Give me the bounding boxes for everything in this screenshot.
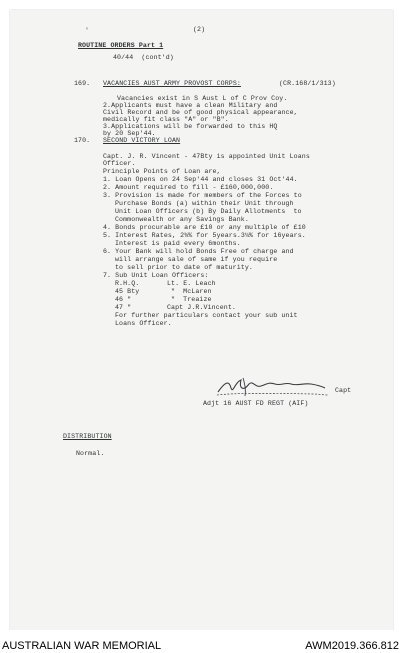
item-170-line: Commonwealth or any Savings Bank.: [115, 216, 249, 223]
page-marker: (2): [193, 26, 206, 33]
officer-unit: 47 ": [115, 304, 132, 311]
item-170-line: Unit Loan Officers (b) By Daily Allotments to: [115, 208, 302, 215]
handwritten-signature: [215, 374, 330, 400]
item-170-number: 170.: [74, 137, 91, 144]
officer-unit: 45 Bty: [115, 288, 140, 295]
archive-footer: [0, 630, 405, 653]
officer-name: Lt. E. Leach: [167, 280, 216, 287]
page-tick-mark: ': [85, 27, 90, 34]
item-170-line: Purchase Bonds (a) within their Unit through: [115, 200, 294, 207]
item-169-line: Civil Record and be of good physical appearance,: [103, 109, 298, 116]
item-169-line: by 20 Sep'44.: [103, 130, 156, 137]
item-169-title: VACANCIES AUST ARMY PROVOST CORPS:: [103, 80, 241, 87]
item-169-line: medically fit class "A" or "B".: [103, 116, 229, 123]
item-170-line: 5. Interest Rates, 2¾% for 5years.3¼% for 16years.: [103, 232, 306, 239]
footer-institution: AUSTRALIAN WAR MEMORIAL: [2, 640, 162, 652]
officer-unit: R.H.Q.: [115, 280, 140, 287]
routine-orders-heading: ROUTINE ORDERS Part 1: [78, 42, 164, 49]
item-170-line: Capt. J. R. Vincent - 47Bty is appointed Unit Loans: [103, 153, 310, 160]
officer-name: Capt J.R.Vincent.: [167, 304, 236, 311]
item-170-closing: Loans Officer.: [115, 320, 172, 327]
item-170-line: 1. Loan Opens on 24 Sep'44 and closes 31 Oct'44.: [103, 176, 298, 183]
item-169-line: 3.Applications will be forwarded to this HQ: [103, 123, 278, 130]
item-170-line: Officer.: [103, 160, 136, 167]
item-170-line: 7. Sub Unit Loan Officers:: [103, 272, 209, 279]
item-169-number: 169.: [74, 80, 91, 87]
item-170-line: Interest is paid every 6months.: [115, 240, 241, 247]
order-number: 40/44 (cont'd): [113, 54, 174, 61]
distribution-label: DISTRIBUTION: [63, 433, 112, 440]
item-169-line: Vacancies exist in S Aust L of C Prov Coy.: [117, 95, 288, 102]
officer-unit: 46 ": [115, 296, 132, 303]
item-170-line: 2. Amount required to fill - £160,000,000.: [103, 184, 274, 191]
item-169-line: 2.Applicants must have a clean Military and: [103, 102, 278, 109]
item-170-line: Principle Points of Loan are,: [103, 168, 221, 175]
document-text: [10, 10, 393, 630]
distribution-value: Normal.: [76, 450, 105, 457]
signature-rank: Capt: [335, 387, 352, 394]
item-170-title: SECOND VICTORY LOAN: [103, 137, 181, 144]
footer-accession-number: AWM2019.366.812: [305, 640, 399, 652]
item-170-line: 4. Bonds procurable are £10 or any multiple of £10: [103, 224, 306, 231]
signature-title: Adjt 16 AUST FD REGT (AIF): [203, 400, 309, 407]
officer-name: " McLaren: [171, 288, 212, 295]
item-170-line: 3. Provision is made for members of the Forces to: [103, 192, 302, 199]
item-170-closing: For further particulars contact your sub unit: [115, 312, 298, 319]
item-170-line: to sell prior to date of maturity.: [115, 264, 253, 271]
document-page: [10, 10, 393, 630]
item-169-reference: (CR.168/1/313): [279, 80, 336, 87]
officer-name: " Treaize: [171, 296, 212, 303]
item-170-line: will arrange sale of same if you require: [115, 256, 278, 263]
item-170-line: 6. Your Bank will hold Bonds Free of charge and: [103, 248, 294, 255]
